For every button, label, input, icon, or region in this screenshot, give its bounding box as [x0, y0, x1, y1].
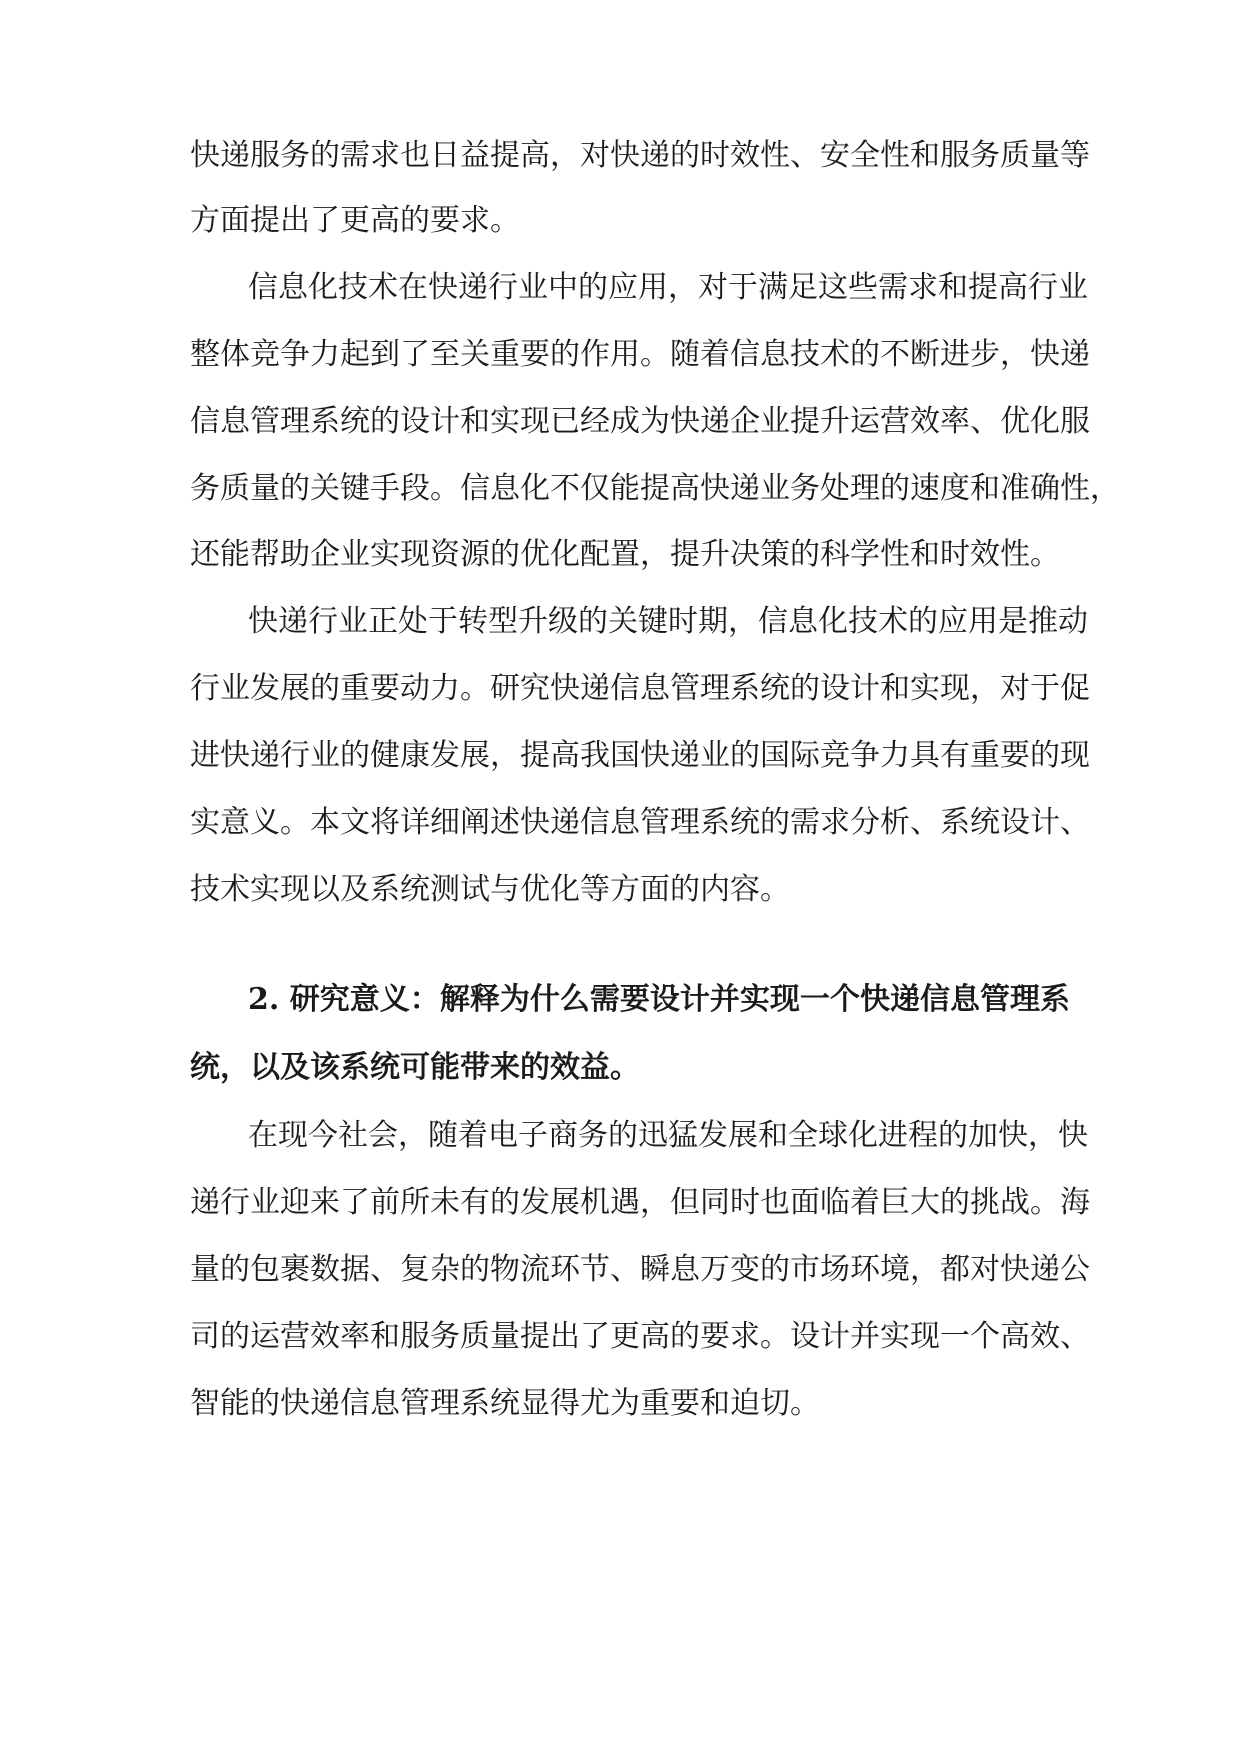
paragraph-line: 司的运营效率和服务质量提出了更高的要求。设计并实现一个高效、: [190, 1319, 1090, 1354]
paragraph-line: 进快递行业的健康发展，提高我国快递业的国际竞争力具有重要的现: [190, 738, 1090, 773]
paragraph-line: 递行业迎来了前所未有的发展机遇，但同时也面临着巨大的挑战。海: [190, 1185, 1090, 1220]
paragraph-line: 还能帮助企业实现资源的优化配置，提升决策的科学性和时效性。: [190, 537, 1060, 572]
paragraph-line: 量的包裹数据、复杂的物流环节、瞬息万变的市场环境，都对快递公: [190, 1252, 1090, 1287]
paragraph-line: 在现今社会，随着电子商务的迅猛发展和全球化进程的加快，快: [248, 1118, 1088, 1153]
paragraph-line: 务质量的关键手段。信息化不仅能提高快递业务处理的速度和准确性，: [190, 471, 1120, 506]
paragraph-line: 方面提出了更高的要求。: [190, 203, 520, 238]
paragraph-line: 实意义。本文将详细阐述快递信息管理系统的需求分析、系统设计、: [190, 805, 1090, 840]
paragraph-line: 信息管理系统的设计和实现已经成为快递企业提升运营效率、优化服: [190, 404, 1090, 439]
section-heading: 2. 研究意义：解释为什么需要设计并实现一个快递信息管理系: [248, 982, 1070, 1017]
paragraph-line: 信息化技术在快递行业中的应用，对于满足这些需求和提高行业: [248, 270, 1088, 305]
paragraph-line: 行业发展的重要动力。研究快递信息管理系统的设计和实现，对于促: [190, 671, 1090, 706]
paragraph-line: 快递服务的需求也日益提高，对快递的时效性、安全性和服务质量等: [190, 138, 1090, 173]
paragraph-line: 智能的快递信息管理系统显得尤为重要和迫切。: [190, 1386, 820, 1421]
paragraph-line: 快递行业正处于转型升级的关键时期，信息化技术的应用是推动: [248, 604, 1088, 639]
paragraph-line: 技术实现以及系统测试与优化等方面的内容。: [190, 872, 790, 907]
paragraph-line: 整体竞争力起到了至关重要的作用。随着信息技术的不断进步，快递: [190, 337, 1090, 372]
section-heading: 统，以及该系统可能带来的效益。: [190, 1050, 640, 1085]
